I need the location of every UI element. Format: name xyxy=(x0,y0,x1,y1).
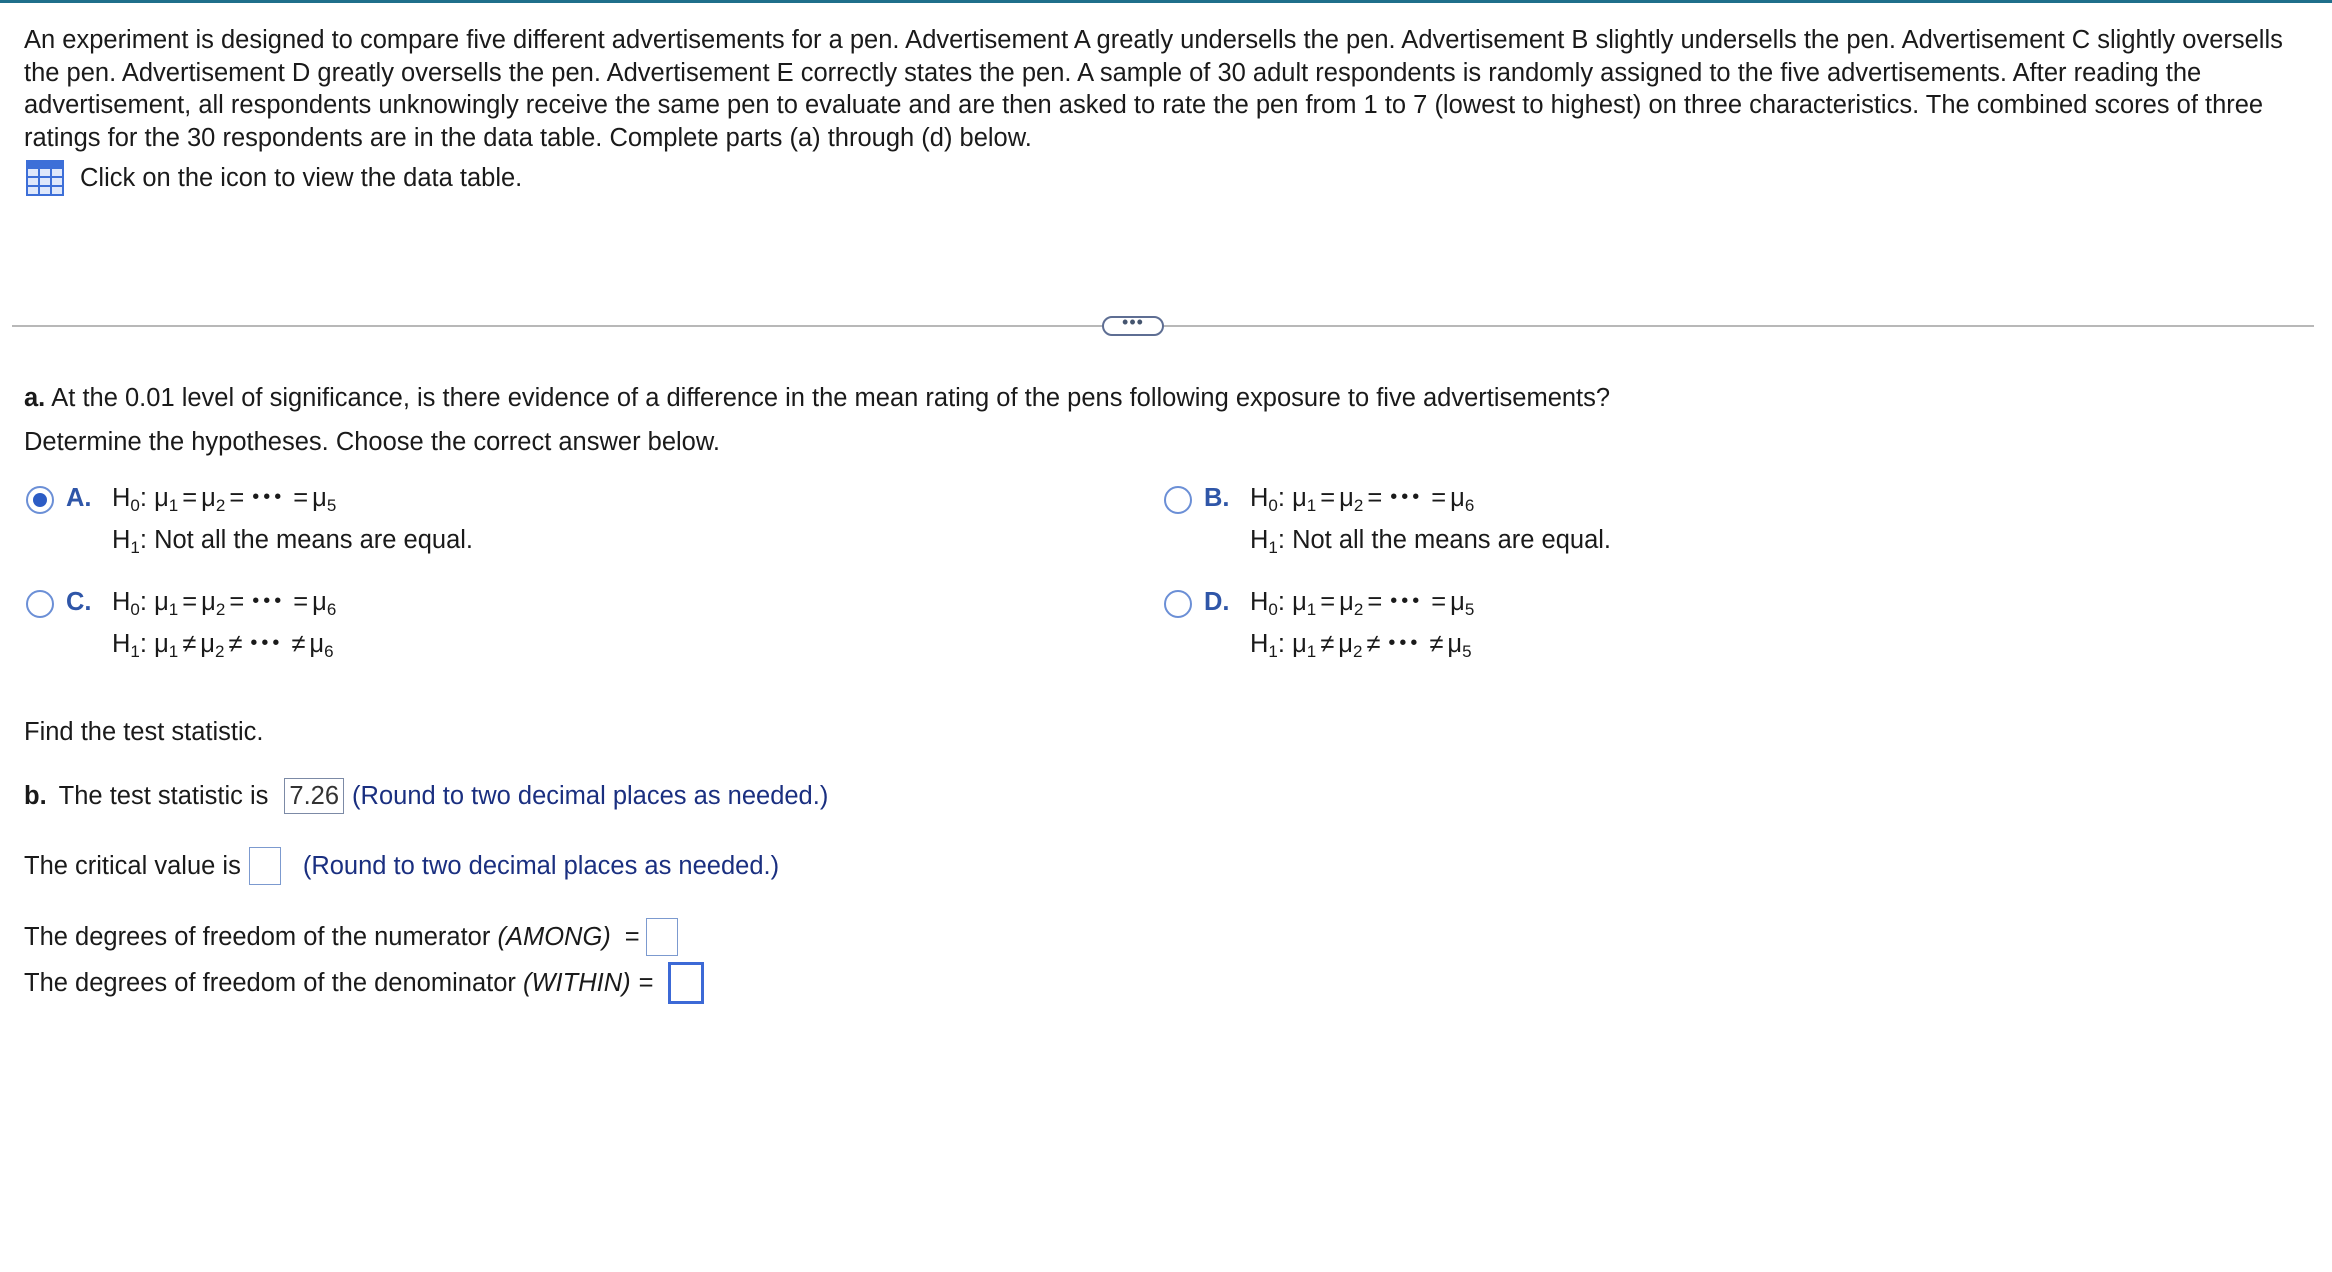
option-a-h0: $H_0$: $\mu_1 = \mu_2$ = ••• = $\mu_5$ xyxy=(112,484,337,515)
option-a-h1: $H_1$: Not all the means are equal. xyxy=(112,526,473,557)
critical-value-row xyxy=(24,847,779,885)
part-a-label: a. xyxy=(24,384,46,412)
df-numerator-row xyxy=(24,918,678,956)
part-a-instruction: Determine the hypotheses. Choose the correct answer below. xyxy=(24,428,720,456)
part-b-hint: (Round to two decimal places as needed.) xyxy=(352,781,829,810)
option-d-h0: $H_0$: $\mu_1 = \mu_2$ = ••• = $\mu_5$ xyxy=(1250,588,1475,619)
df-denominator-eq: = xyxy=(638,968,654,997)
option-c-radio[interactable] xyxy=(26,590,54,618)
data-table-link[interactable] xyxy=(26,160,522,196)
df-numerator-eq: = xyxy=(624,922,640,951)
option-c-letter: C. xyxy=(66,588,92,616)
critical-value-hint: (Round to two decimal places as needed.) xyxy=(302,851,780,880)
part-a-question-text: At the 0.01 level of significance, is there evidence of a difference in the mean rating of the pens following exposure to five advertisements? xyxy=(51,384,1611,412)
option-b-letter: B. xyxy=(1204,484,1230,512)
option-d-radio[interactable] xyxy=(1164,590,1192,618)
df-numerator-input[interactable] xyxy=(646,918,678,956)
critical-value-input[interactable] xyxy=(249,847,281,885)
option-a-letter: A. xyxy=(66,484,92,512)
option-d-h1: $H_1$: $\mu_1 \ne \mu_2$ ≠ ••• ≠ $\mu_5$ xyxy=(1250,630,1472,661)
critical-value-prefix: The critical value is xyxy=(24,851,241,880)
option-d-letter: D. xyxy=(1204,588,1230,616)
df-numerator-prefix: The degrees of freedom of the numerator xyxy=(24,922,491,951)
df-numerator-italic: (AMONG) xyxy=(497,922,611,951)
part-b-label: b. xyxy=(24,781,47,810)
option-c-h0: $H_0$: $\mu_1 = \mu_2$ = ••• = $\mu_6$ xyxy=(112,588,337,619)
part-b-row xyxy=(24,778,828,814)
data-table-icon[interactable] xyxy=(26,160,64,196)
option-b-radio[interactable] xyxy=(1164,486,1192,514)
df-denominator-italic: (WITHIN) xyxy=(522,968,631,997)
top-accent-bar xyxy=(0,0,2332,3)
test-statistic-input[interactable]: 7.26 xyxy=(284,778,344,814)
find-test-statistic: Find the test statistic. xyxy=(24,718,264,746)
df-denominator-input[interactable] xyxy=(668,962,704,1004)
option-b-h1: $H_1$: Not all the means are equal. xyxy=(1250,526,1611,557)
option-a-radio[interactable] xyxy=(26,486,54,514)
option-c-h1: $H_1$: $\mu_1 \ne \mu_2$ ≠ ••• ≠ $\mu_6$ xyxy=(112,630,334,661)
df-denominator-prefix: The degrees of freedom of the denominator xyxy=(24,968,516,997)
part-a-question xyxy=(24,384,1610,413)
problem-statement: An experiment is designed to compare five different advertisements for a pen. Advertisement A greatly undersells the pen. Advertisement B slightly undersells the pen. Advertisement C slightly oversells the pen. Advertisement D greatly oversells the pen. Advertisement E correctly states the pen. A sample of 30 adult respondents is randomly assigned to the five advertisements. After reading the advertisement, all respondents unknowingly receive the same pen to evaluate and are then asked to rate the pen from 1 to 7 (lowest to highest) on three characteristics. The combined scores of three ratings for the 30 respondents are in the data table. Complete parts (a) through (d) below. xyxy=(24,26,2283,152)
data-table-link-text[interactable]: Click on the icon to view the data table. xyxy=(80,163,523,192)
part-b-prefix: The test statistic is xyxy=(58,781,269,810)
option-b-h0: $H_0$: $\mu_1 = \mu_2$ = ••• = $\mu_6$ xyxy=(1250,484,1475,515)
expand-button[interactable]: ••• xyxy=(1102,316,1164,336)
df-denominator-row xyxy=(24,962,704,1004)
